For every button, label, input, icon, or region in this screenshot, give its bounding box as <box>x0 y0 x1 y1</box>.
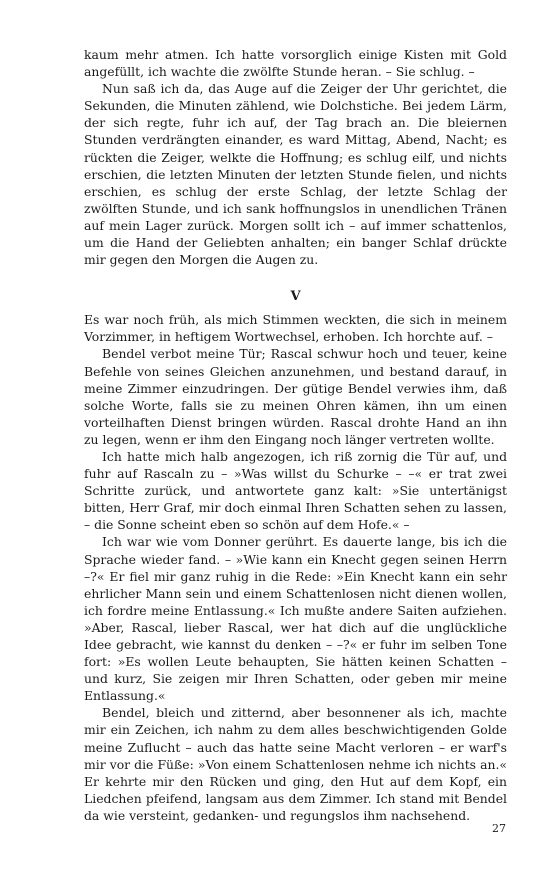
paragraph: Bendel verbot meine Tür; Rascal schwur hoch und teuer, keine Befehle von seines Gleichen anzunehmen, und bestand darauf, in meine Zimmer einzudringen. Der gütige Bendel verwies ihm, daß solche Worte, falls sie zu meinen Ohren kämen, ihn um einen vorteilhaften Dienst bringen würden. Rascal drohte Hand an ihn zu legen, wenn er ihm den Eingang noch länger vertreten wollte. <box>84 346 507 447</box>
book-page <box>84 46 507 824</box>
paragraph: Bendel, bleich und zitternd, aber besonnener als ich, machte mir ein Zeichen, ich nahm zu dem alles beschwichtigenden Golde meine Zuflucht – auch das hatte seine Macht verloren – er warf's mir vor die Füße: »Von einem Schattenlosen nehme ich nichts an.« Er kehrte mir den Rücken und ging, den Hut auf dem Kopf, ein Liedchen pfeifend, langsam aus dem Zimmer. Ich stand mit Bendel da wie versteint, gedanken- und regungslos ihm nachsehend. <box>84 705 507 823</box>
paragraph: Nun saß ich da, das Auge auf die Zeiger der Uhr gerichtet, die Sekunden, die Minuten zählend, wie Dolchstiche. Bei jedem Lärm, der sich regte, fuhr ich auf, der Tag brach an. Die bleiernen Stunden verdrängten einander, es ward Mittag, Abend, Nacht; es rückten die Zeiger, welkte die Hoffnung; es schlug eilf, und nichts erschien, die letzten Minuten der letzten Stunde fielen, und nichts erschien, es schlug der erste Schlag, der letzte Schlag der zwölften Stunde, und ich sank hoffnungslos in unendlichen Tränen auf mein Lager zurück. Morgen sollt ich – auf immer schattenlos, um die Hand der Geliebten anhalten; ein banger Schlaf drückte mir gegen den Morgen die Augen zu. <box>84 81 507 268</box>
chapter-heading: V <box>290 289 301 305</box>
paragraph: Es war noch früh, als mich Stimmen weckten, die sich in meinem Vorzimmer, in heftigem Wortwechsel, erhoben. Ich horchte auf. – <box>84 312 507 345</box>
paragraph: Ich war wie vom Donner gerührt. Es dauerte lange, bis ich die Sprache wieder fand. – »Wie kann ein Knecht gegen seinen Herrn –?« Er fiel mir ganz ruhig in die Rede: »Ein Knecht kann ein sehr ehrlicher Mann sein und einem Schattenlosen nicht dienen wollen, ich fordre meine Entlassung.« Ich mußte andere Saiten aufziehen. »Aber, Rascal, lieber Rascal, wer hat dich auf die unglückliche Idee gebracht, wie kannst du denken – –?« er fuhr im selben Tone fort: »Es wollen Leute behaupten, Sie hätten keinen Schatten – und kurz, Sie zeigen mir Ihren Schatten, oder geben mir meine Entlassung.« <box>84 534 507 704</box>
page-number: 27 <box>492 822 506 835</box>
paragraph: Ich hatte mich halb angezogen, ich riß zornig die Tür auf, und fuhr auf Rascaln zu – »Was willst du Schurke – –« er trat zwei Schritte zurück, und antwortete ganz kalt: »Sie untertänigst bitten, Herr Graf, mir doch einmal Ihren Schatten sehen zu lassen, – die Sonne scheint eben so schön auf dem Hofe.« – <box>84 448 507 533</box>
paragraph: kaum mehr atmen. Ich hatte vorsorglich einige Kisten mit Gold angefüllt, ich wachte die zwölfte Stunde heran. – Sie schlug. – <box>84 47 507 80</box>
